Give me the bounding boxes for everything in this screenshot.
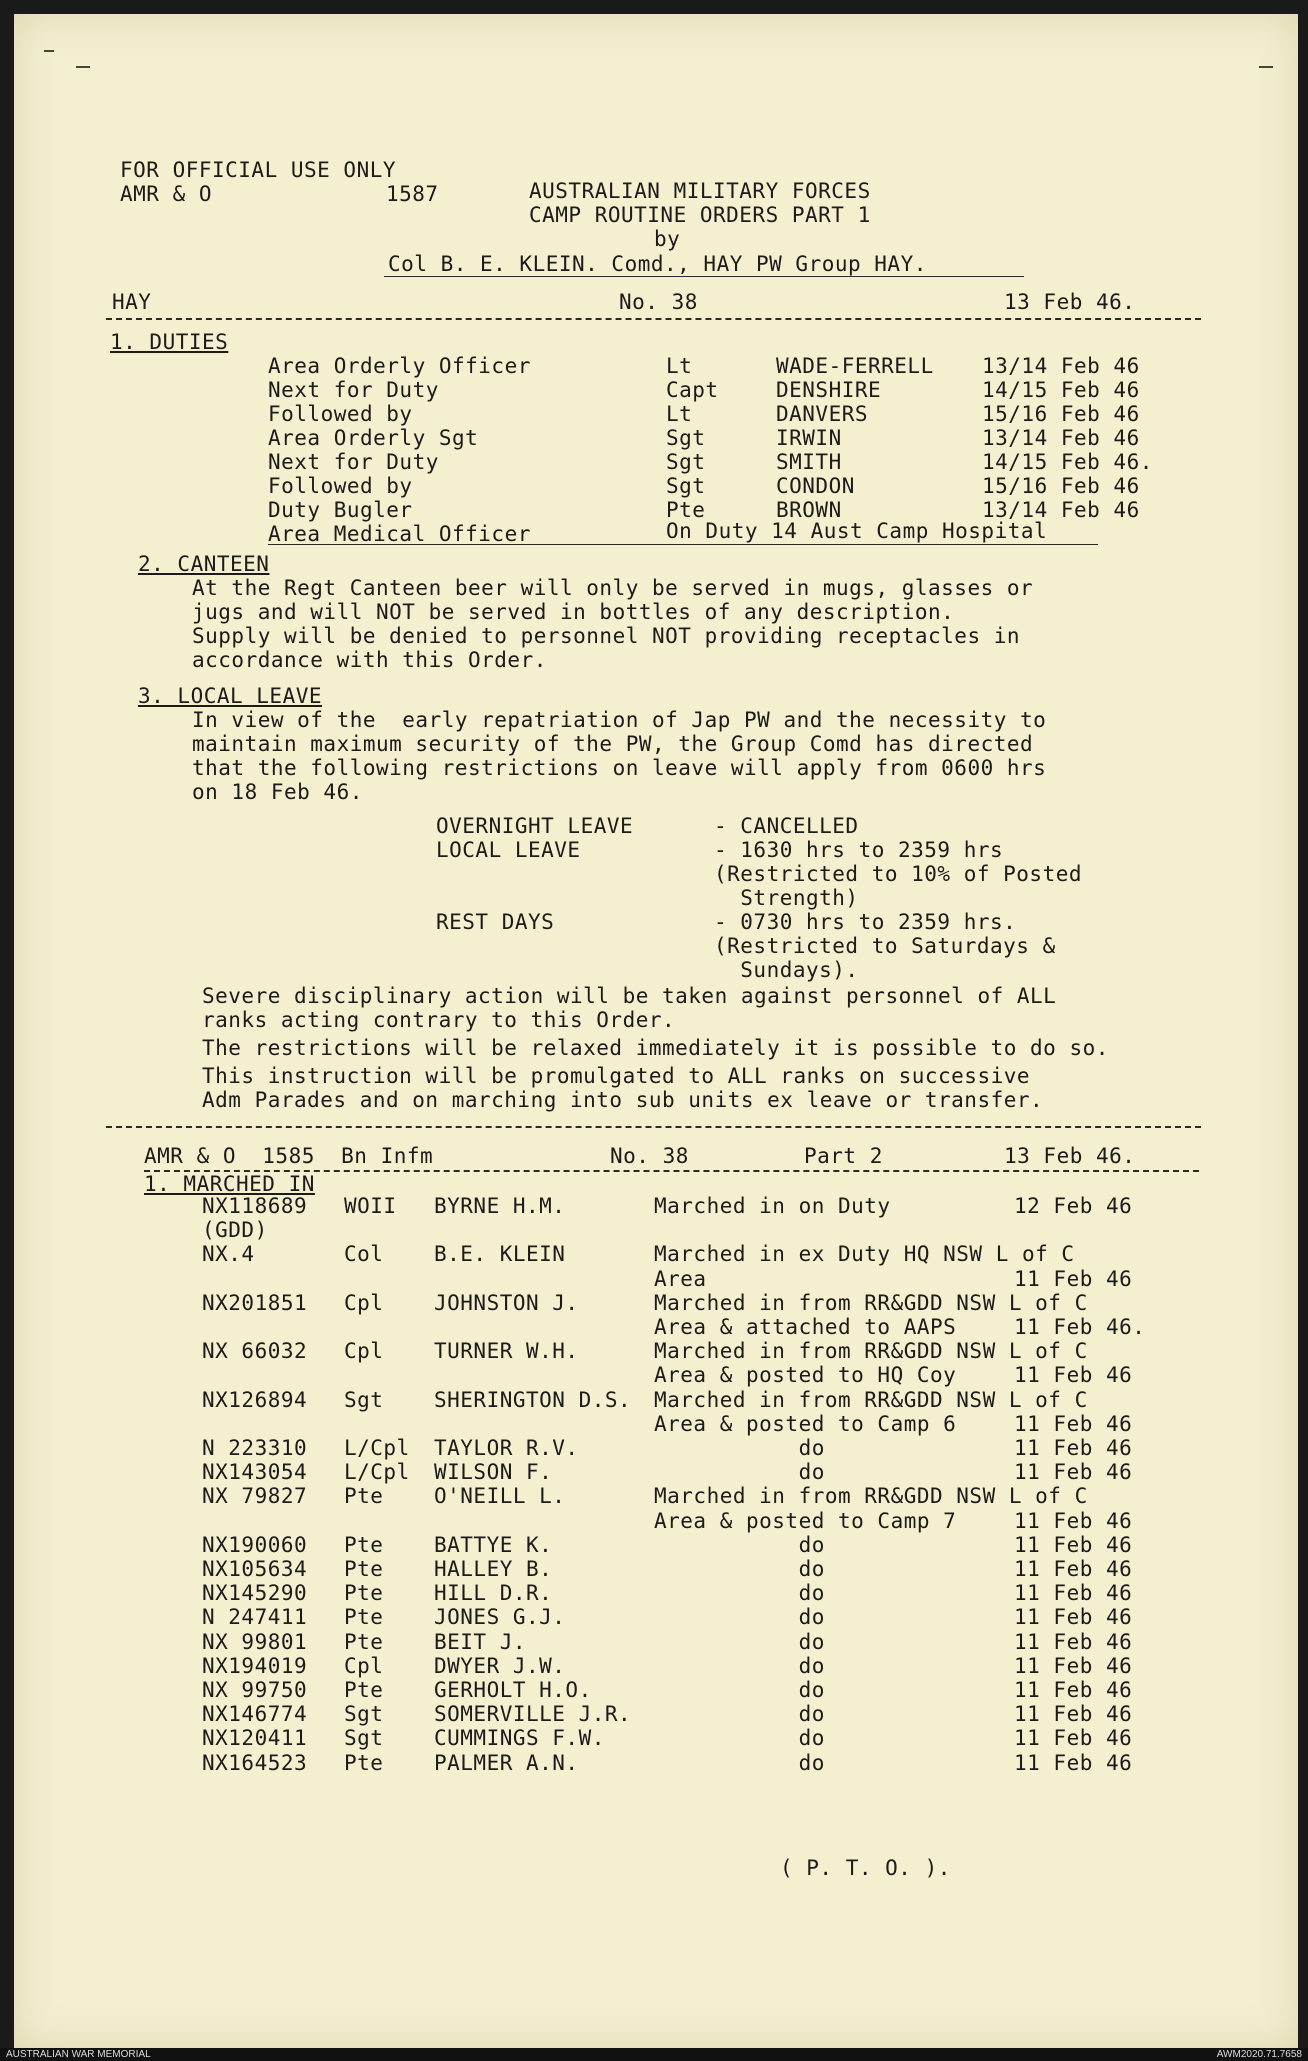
marched-date: 11 Feb 46 — [1014, 1460, 1133, 1485]
duty-name: CONDON — [776, 474, 855, 498]
medical-officer-value: On Duty 14 Aust Camp Hospital — [666, 519, 1048, 543]
leave-closing-line: ranks acting contrary to this Order. — [202, 1008, 676, 1032]
marched-detail: Marched in from RR&GDD NSW L of C — [654, 1339, 1088, 1364]
leave-item-value: Sundays). — [714, 958, 859, 982]
duty-date: 13/14 Feb 46 — [982, 426, 1140, 450]
part2-date: 13 Feb 46. — [1004, 1144, 1136, 1168]
leave-item-label: REST DAYS — [436, 910, 555, 934]
marched-service-number: NX 66032 — [202, 1339, 308, 1364]
marched-rank: Sgt — [344, 1702, 384, 1727]
marched-rank: Sgt — [344, 1387, 384, 1412]
marched-rank: Pte — [344, 1678, 384, 1702]
marched-service-number: NX 99801 — [202, 1629, 308, 1654]
marched-detail: Area & posted to HQ Coy — [654, 1363, 957, 1388]
marched-detail: do — [654, 1605, 825, 1630]
footer-left: AUSTRALIAN WAR MEMORIAL — [6, 2049, 151, 2060]
leave-intro-line: maintain maximum security of the PW, the Group Comd has directed — [192, 732, 1034, 756]
marched-rank: Cpl — [344, 1653, 384, 1678]
duty-role: Area Orderly Sgt — [268, 426, 479, 450]
duty-rank: Sgt — [666, 474, 706, 498]
marched-rank: Pte — [344, 1629, 384, 1654]
marched-detail: Marched in on Duty — [654, 1194, 891, 1218]
marched-date: 11 Feb 46 — [1014, 1629, 1133, 1654]
marched-detail: do — [654, 1629, 825, 1654]
marched-name: BEIT J. — [434, 1629, 527, 1654]
marched-name: B.E. KLEIN — [434, 1242, 566, 1267]
marched-date: 11 Feb 46 — [1014, 1411, 1133, 1436]
marched-service-number: NX143054 — [202, 1460, 308, 1485]
marched-detail: do — [654, 1436, 825, 1460]
duty-role: Followed by — [268, 474, 413, 498]
marched-service-number: NX105634 — [202, 1557, 308, 1581]
marched-detail: Marched in ex Duty HQ NSW L of C — [654, 1242, 1075, 1267]
leave-item-value: - 0730 hrs to 2359 hrs. — [714, 910, 1017, 934]
duty-date: 13/14 Feb 46 — [982, 498, 1140, 522]
pto-note: ( P. T. O. ). — [780, 1856, 951, 1880]
marched-detail: Area — [654, 1266, 707, 1291]
duty-rank: Lt — [666, 402, 693, 426]
canteen-line: At the Regt Canteen beer will only be served in mugs, glasses or — [192, 576, 1034, 600]
leave-item-value: - CANCELLED — [714, 814, 859, 838]
official-use-label: FOR OFFICIAL USE ONLY — [120, 158, 397, 182]
marched-detail: Area & posted to Camp 7 — [654, 1508, 957, 1533]
part2-amr: AMR & O 1585 Bn Infm — [144, 1144, 434, 1168]
marched-rank: Cpl — [344, 1339, 384, 1364]
part2-number: No. 38 — [610, 1144, 689, 1168]
duties-underline — [268, 544, 1098, 545]
duty-rank: Sgt — [666, 426, 706, 450]
marched-date: 11 Feb 46 — [1014, 1266, 1133, 1291]
marched-rank: Pte — [344, 1581, 384, 1606]
duty-name: SMITH — [776, 450, 842, 474]
marched-detail: do — [654, 1557, 825, 1581]
marched-date: 11 Feb 46. — [1014, 1315, 1146, 1339]
marched-rank: Pte — [344, 1557, 384, 1581]
leave-item-label: LOCAL LEAVE — [436, 838, 581, 862]
amr-number: 1587 — [386, 182, 439, 206]
marched-date: 11 Feb 46 — [1014, 1436, 1133, 1460]
duty-rank: Capt — [666, 378, 719, 402]
marched-rank: Sgt — [344, 1726, 384, 1751]
leave-item-value: - 1630 hrs to 2359 hrs — [714, 838, 1004, 862]
corner-mark — [44, 50, 54, 52]
leave-item-value: Strength) — [714, 886, 859, 910]
footer-bar — [0, 2048, 1308, 2061]
marched-rank: Pte — [344, 1605, 384, 1630]
amr-label: AMR & O — [120, 182, 213, 206]
marched-name: O'NEILL L. — [434, 1484, 566, 1509]
marched-detail: do — [654, 1702, 825, 1727]
divider-rule — [106, 1126, 1201, 1128]
marched-service-number: NX 79827 — [202, 1484, 308, 1509]
canteen-line: accordance with this Order. — [192, 648, 547, 672]
footer-right: AWM2020.71.7658 — [1216, 2049, 1302, 2060]
marched-detail: Marched in from RR&GDD NSW L of C — [654, 1290, 1088, 1315]
marched-service-number: N 247411 — [202, 1605, 308, 1630]
marched-detail: do — [654, 1460, 825, 1485]
marched-name: SOMERVILLE J.R. — [434, 1702, 632, 1727]
duty-date: 15/16 Feb 46 — [982, 402, 1140, 426]
marched-detail: do — [654, 1653, 825, 1678]
marched-rank: WOII — [344, 1194, 397, 1218]
leave-closing-line: This instruction will be promulgated to ALL ranks on successive — [202, 1064, 1031, 1088]
marched-name: TURNER W.H. — [434, 1339, 579, 1364]
leave-intro-line: on 18 Feb 46. — [192, 780, 363, 804]
marched-detail: do — [654, 1726, 825, 1751]
duty-name: WADE-FERRELL — [776, 354, 934, 378]
canteen-heading: 2. CANTEEN — [138, 552, 270, 576]
duty-name: DANVERS — [776, 402, 869, 426]
doc-title-forces: AUSTRALIAN MILITARY FORCES — [529, 179, 871, 203]
canteen-line: Supply will be denied to personnel NOT providing receptacles in — [192, 624, 1021, 648]
marched-service-number: NX145290 — [202, 1581, 308, 1606]
part1-place: HAY — [112, 290, 152, 314]
marched-name: JONES G.J. — [434, 1605, 566, 1630]
marched-service-number: NX164523 — [202, 1750, 308, 1775]
marched-date: 11 Feb 46 — [1014, 1750, 1133, 1775]
marched-service-number: NX 99750 — [202, 1678, 308, 1702]
marched-name: PALMER A.N. — [434, 1750, 579, 1775]
marched-name: HALLEY B. — [434, 1557, 553, 1581]
marched-service-number: NX146774 — [202, 1702, 308, 1727]
marched-service-number: NX118689 — [202, 1194, 308, 1218]
marched-date: 11 Feb 46 — [1014, 1605, 1133, 1630]
duty-rank: Sgt — [666, 450, 706, 474]
duty-date: 13/14 Feb 46 — [982, 354, 1140, 378]
marched-date: 11 Feb 46 — [1014, 1653, 1133, 1678]
marched-service-number: NX126894 — [202, 1387, 308, 1412]
duty-name: IRWIN — [776, 426, 842, 450]
part1-number: No. 38 — [619, 290, 698, 314]
marched-rank: L/Cpl — [344, 1436, 410, 1460]
marched-service-number: NX201851 — [202, 1290, 308, 1315]
marched-date: 11 Feb 46 — [1014, 1508, 1133, 1533]
leave-item-value: (Restricted to 10% of Posted — [714, 862, 1083, 886]
marched-date: 11 Feb 46 — [1014, 1678, 1133, 1702]
duty-role: Next for Duty — [268, 450, 439, 474]
duty-role: Next for Duty — [268, 378, 439, 402]
part1-date: 13 Feb 46. — [1004, 290, 1136, 314]
marched-detail: do — [654, 1750, 825, 1775]
commander-underline — [384, 276, 1024, 277]
marched-name: BYRNE H.M. — [434, 1194, 566, 1218]
duty-role: Area Orderly Officer — [268, 354, 531, 378]
duty-date: 14/15 Feb 46. — [982, 450, 1153, 474]
duty-name: DENSHIRE — [776, 378, 882, 402]
marched-name: WILSON F. — [434, 1460, 553, 1485]
marched-rank: Col — [344, 1242, 384, 1267]
marched-name: GERHOLT H.O. — [434, 1678, 592, 1702]
leave-closing-line: The restrictions will be relaxed immediately it is possible to do so. — [202, 1036, 1109, 1060]
marched-detail: Marched in from RR&GDD NSW L of C — [654, 1387, 1088, 1412]
duty-role: Followed by — [268, 402, 413, 426]
marched-detail: Area & posted to Camp 6 — [654, 1411, 957, 1436]
leave-intro-line: In view of the early repatriation of Jap PW and the necessity to — [192, 708, 1047, 732]
marched-date: 11 Feb 46 — [1014, 1726, 1133, 1751]
doc-title-by: by — [654, 227, 681, 251]
leave-item-value: (Restricted to Saturdays & — [714, 934, 1056, 958]
duty-rank: Lt — [666, 354, 693, 378]
marched-service-number: NX120411 — [202, 1726, 308, 1751]
canteen-line: jugs and will NOT be served in bottles of any description. — [192, 600, 955, 624]
leave-intro-line: that the following restrictions on leave will apply from 0600 hrs — [192, 756, 1047, 780]
marched-name: DWYER J.W. — [434, 1653, 566, 1678]
marched-service-number: (GDD) — [202, 1218, 268, 1243]
doc-commander: Col B. E. KLEIN. Comd., HAY PW Group HAY. — [388, 252, 927, 276]
part2-part: Part 2 — [804, 1144, 883, 1168]
marched-date: 11 Feb 46 — [1014, 1532, 1133, 1557]
marched-detail: Marched in from RR&GDD NSW L of C — [654, 1484, 1088, 1509]
marched-name: BATTYE K. — [434, 1532, 553, 1557]
marched-date: 11 Feb 46 — [1014, 1581, 1133, 1606]
marched-name: CUMMINGS F.W. — [434, 1726, 605, 1751]
leave-closing-line: Severe disciplinary action will be taken against personnel of ALL — [202, 984, 1057, 1008]
divider-rule — [106, 318, 1201, 320]
leave-heading: 3. LOCAL LEAVE — [138, 684, 323, 708]
duty-role: Duty Bugler — [268, 498, 413, 522]
marched-date: 11 Feb 46 — [1014, 1363, 1133, 1388]
duty-name: BROWN — [776, 498, 842, 522]
marched-date: 11 Feb 46 — [1014, 1557, 1133, 1581]
marched-detail: do — [654, 1532, 825, 1557]
marched-name: HILL D.R. — [434, 1581, 553, 1606]
marched-service-number: NX.4 — [202, 1242, 255, 1267]
doc-title-orders: CAMP ROUTINE ORDERS PART 1 — [529, 203, 871, 227]
duty-date: 14/15 Feb 46 — [982, 378, 1140, 402]
marched-rank: Pte — [344, 1750, 384, 1775]
marched-detail: do — [654, 1581, 825, 1606]
duties-heading: 1. DUTIES — [110, 330, 229, 354]
marched-date: 11 Feb 46 — [1014, 1702, 1133, 1727]
marched-rank: L/Cpl — [344, 1460, 410, 1485]
duty-rank: Pte — [666, 498, 706, 522]
medical-officer-role: Area Medical Officer — [268, 522, 531, 546]
corner-mark — [1259, 66, 1273, 68]
marched-name: JOHNSTON J. — [434, 1290, 579, 1315]
marched-name: SHERINGTON D.S. — [434, 1387, 632, 1412]
marched-rank: Pte — [344, 1532, 384, 1557]
marched-service-number: NX190060 — [202, 1532, 308, 1557]
marched-detail: do — [654, 1678, 825, 1702]
marched-heading: 1. MARCHED IN — [144, 1172, 315, 1196]
leave-closing-line: Adm Parades and on marching into sub units ex leave or transfer. — [202, 1088, 1044, 1112]
document-page — [14, 14, 1298, 2048]
marched-name: TAYLOR R.V. — [434, 1436, 579, 1460]
marched-date: 12 Feb 46 — [1014, 1194, 1133, 1218]
marched-service-number: NX194019 — [202, 1653, 308, 1678]
marched-rank: Cpl — [344, 1290, 384, 1315]
marched-detail: Area & attached to AAPS — [654, 1315, 957, 1339]
corner-mark — [76, 66, 90, 68]
duty-date: 15/16 Feb 46 — [982, 474, 1140, 498]
marched-rank: Pte — [344, 1484, 384, 1509]
leave-item-label: OVERNIGHT LEAVE — [436, 814, 634, 838]
marched-service-number: N 223310 — [202, 1436, 308, 1460]
